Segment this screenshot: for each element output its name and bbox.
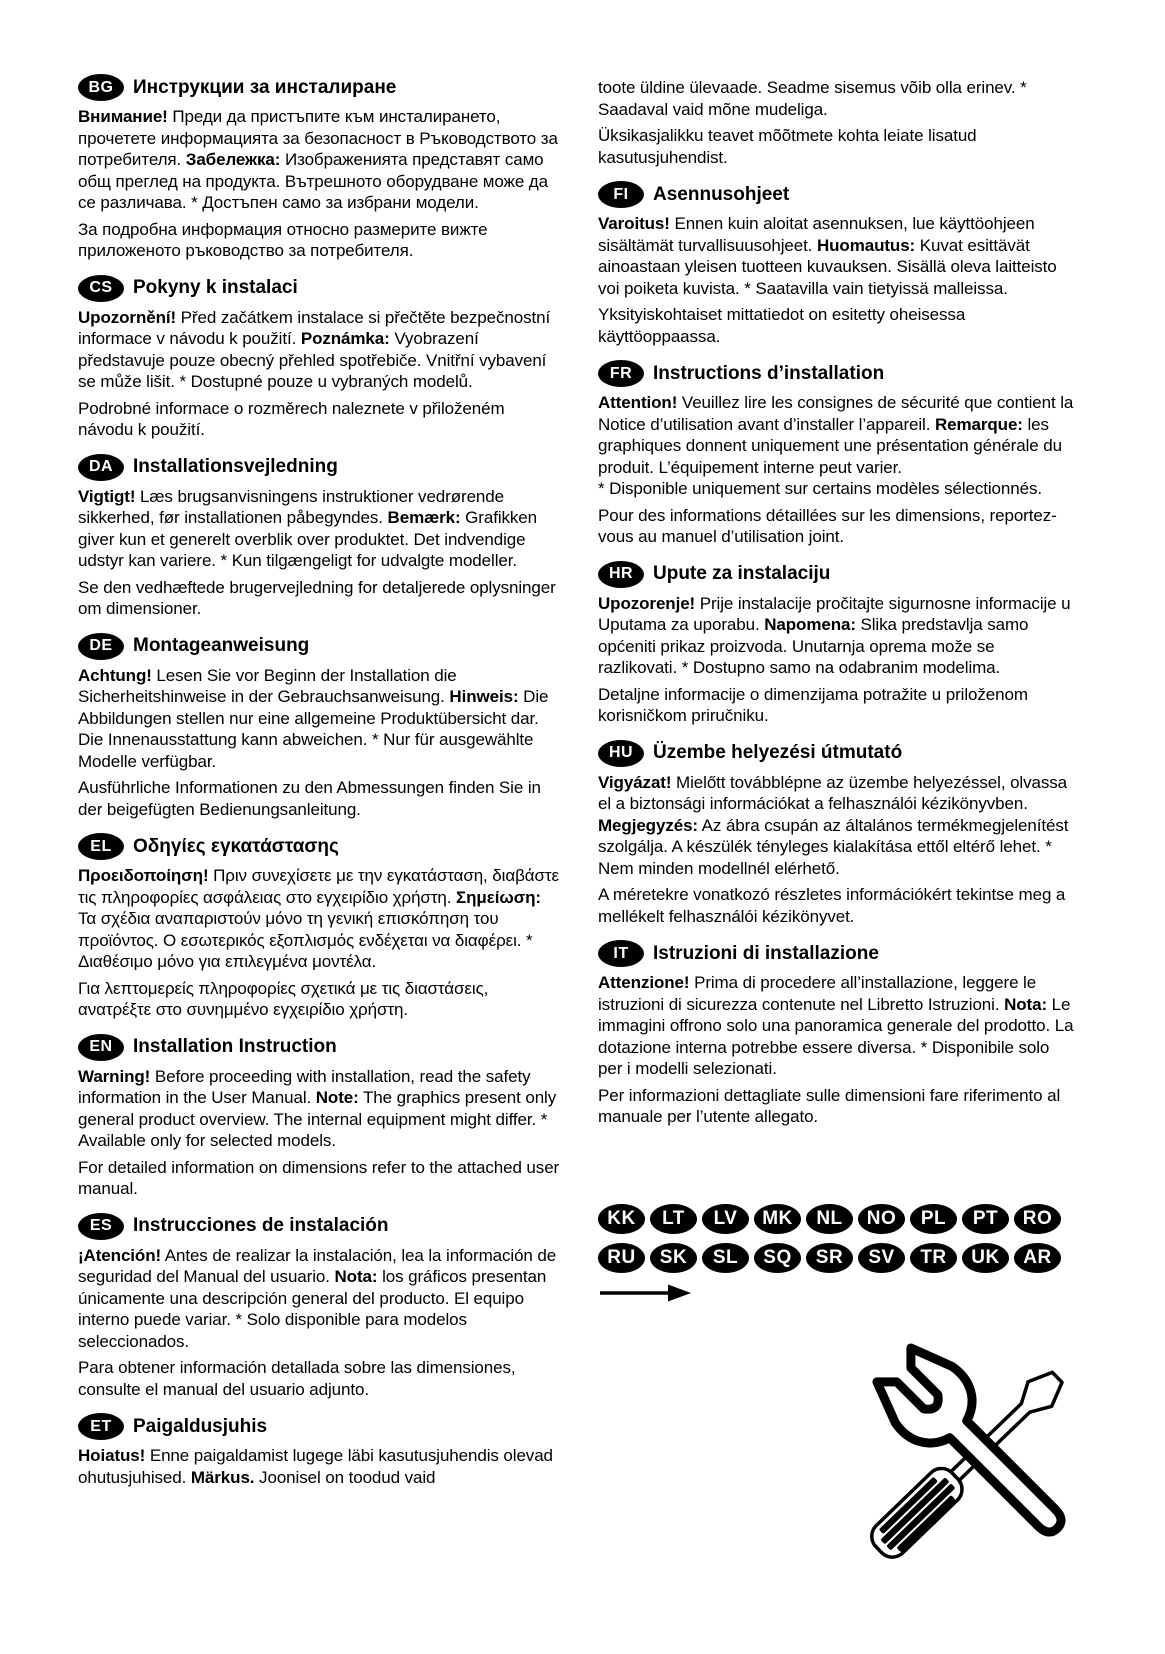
da-language-badge-icon: DA: [78, 454, 124, 481]
fr-language-badge-icon: FR: [598, 360, 644, 387]
paragraph: Προειδοποίηση! Πριν συνεχίσετε με την εγκατάσταση, διαβάστε τις πληροφορίες ασφάλειας στο εγχειρίδιο χρήστη. Σημείωση: Τα σχέδια αναπαριστούν μόνο τη γενική επισκόπηση του προϊόντος. Ο εσωτερικός εξοπλισμός ενδέχεται να διαφέρει. * Διαθέσιμο μόνο για επιλεγμένα μοντέλα.: [78, 866, 559, 971]
sk-language-badge-icon: SK: [650, 1243, 697, 1273]
section-it: [598, 940, 1074, 1128]
column-left: [78, 72, 560, 1501]
section-cs: [78, 275, 560, 441]
section-title: Instructions d’installation: [653, 362, 885, 384]
section-heading: [78, 833, 560, 860]
language-badge-row-1: [598, 1204, 1074, 1234]
section-heading: [78, 275, 560, 302]
paragraph: Warning! Before proceeding with installation, read the safety information in the User Manual. Note: The graphics present only general product overview. The internal equipment might differ. * Available only for selected models.: [78, 1066, 557, 1150]
sq-language-badge-icon: SQ: [754, 1243, 801, 1273]
paragraph: Se den vedhæftede brugervejledning for detaljerede oplysninger om dimensioner.: [78, 577, 556, 618]
mk-language-badge-icon: MK: [754, 1204, 801, 1234]
it-language-badge-icon: IT: [598, 940, 644, 967]
es-language-badge-icon: ES: [78, 1213, 124, 1240]
bg-language-badge-icon: BG: [78, 74, 124, 101]
paragraph: A méretekre vonatkozó részletes információkért tekintse meg a mellékelt felhasználói kézikönyvet.: [598, 885, 1066, 926]
section-title: Instrucciones de instalación: [133, 1215, 389, 1236]
en-language-badge-icon: EN: [78, 1034, 124, 1061]
section-title: Upute za instalaciju: [653, 563, 831, 584]
section-hu: [598, 740, 1074, 928]
pt-language-badge-icon: PT: [962, 1204, 1009, 1234]
lv-language-badge-icon: LV: [702, 1204, 749, 1234]
language-badge-row-2: [598, 1243, 1074, 1273]
paragraph: Attenzione! Prima di procedere all’installazione, leggere le istruzioni di sicurezza contenute nel Libretto Istruzioni. Nota: Le immagini offrono solo una panoramica generale del prodotto. La dotazione interna potrebbe essere diversa. * Disponibile solo per i modelli selezionati.: [598, 973, 1074, 1078]
tr-language-badge-icon: TR: [910, 1243, 957, 1273]
paragraph: Vigyázat! Mielőtt továbblépne az üzembe helyezéssel, olvassa el a biztonsági információkat a felhasználói kézikönyvben. Megjegyzés: Az ábra csupán az általános termékmegjelenítést szolgálja. A készülék tényleges kialakítása ettől eltérő lehet. * Nem minden modellnél elérhető.: [598, 772, 1069, 878]
de-language-badge-icon: DE: [78, 633, 124, 660]
paragraph: Per informazioni dettagliate sulle dimensioni fare riferimento al manuale per l’utente allegato.: [598, 1085, 1061, 1126]
paragraph: За подробна информация относно размерите вижте приложеното ръководство за потребителя.: [78, 219, 488, 260]
sl-language-badge-icon: SL: [702, 1243, 749, 1273]
nl-language-badge-icon: NL: [806, 1204, 853, 1234]
uk-language-badge-icon: UK: [962, 1243, 1009, 1273]
paragraph: Achtung! Lesen Sie vor Beginn der Installation die Sicherheitshinweise in der Gebrauchsanweisung. Hinweis: Die Abbildungen stellen nur eine allgemeine Produktübersicht dar. Die Innenausstattung kann abweichen. * Nur für ausgewählte Modelle verfügbar.: [78, 665, 549, 771]
ro-language-badge-icon: RO: [1014, 1204, 1061, 1234]
section-hr: [598, 561, 1074, 727]
sr-language-badge-icon: SR: [806, 1243, 853, 1273]
section-heading: [78, 633, 560, 660]
kk-language-badge-icon: KK: [598, 1204, 645, 1234]
paragraph: Yksityiskohtaiset mittatiedot on esitetty oheisessa käyttöoppaassa.: [598, 305, 966, 346]
section-da: [78, 454, 560, 620]
pl-language-badge-icon: PL: [910, 1204, 957, 1234]
section-heading: [78, 454, 560, 481]
section-bg: [78, 74, 560, 262]
hr-language-badge-icon: HR: [598, 561, 644, 588]
section-title: Üzembe helyezési útmutató: [653, 742, 903, 763]
section-heading: [598, 181, 1074, 208]
paragraph: Upozorenje! Prije instalacije pročitajte sigurnosne informacije u Uputama za uporabu. Napomena: Slika predstavlja samo općeniti prikaz proizvoda. Unutarnja oprema može se razlikovati. * Dostupno samo na odabranim modelima.: [598, 593, 1071, 677]
section-et-continuation: [598, 77, 1074, 168]
paragraph: Üksikasjalikku teavet mõõtmete kohta leiate lisatud kasutusjuhendist.: [598, 126, 977, 167]
section-heading: [78, 1213, 560, 1240]
paragraph: toote üldine ülevaade. Seadme sisemus võib olla erinev. * Saadaval vaid mõne mudeliga.: [598, 78, 1027, 119]
section-heading: [598, 360, 1074, 387]
et-language-badge-icon: ET: [78, 1413, 124, 1440]
section-heading: [78, 74, 560, 101]
section-title: Οδηγίες εγκατάστασης: [133, 835, 339, 857]
section-et: [78, 1413, 560, 1488]
paragraph: Podrobné informace o rozměrech naleznete v přiloženém návodu k použití.: [78, 398, 505, 439]
paragraph: Varoitus! Ennen kuin aloitat asennuksen, lue käyttöohjeen sisältämät turvallisuusohjeet. Huomautus: Kuvat esittävät ainoastaan yleisen tuotteen kuvauksen. Sisällä oleva laitteisto voi poiketa kuvista. * Saatavilla vain tietyissä malleissa.: [598, 214, 1057, 298]
section-heading: [598, 561, 1074, 588]
section-title: Montageanweisung: [133, 635, 310, 656]
ar-language-badge-icon: AR: [1014, 1243, 1061, 1273]
paragraph: Για λεπτομερείς πληροφορίες σχετικά με τις διαστάσεις, ανατρέξτε στο συνημμένο εγχειρίδιο χρήστη.: [78, 978, 489, 1019]
section-fi: [598, 181, 1074, 347]
paragraph: Para obtener información detallada sobre las dimensiones, consulte el manual del usuario adjunto.: [78, 1358, 516, 1399]
section-title: Asennusohjeet: [653, 183, 790, 205]
section-heading: [78, 1034, 560, 1061]
el-language-badge-icon: EL: [78, 833, 124, 860]
paragraph: Ausführliche Informationen zu den Abmessungen finden Sie in der beigefügten Bedienungsanleitung.: [78, 778, 541, 819]
hu-language-badge-icon: HU: [598, 740, 644, 767]
paragraph: Внимание! Преди да пристъпите към инсталирането, прочетете информацията за безопасност в Ръководството за потребителя. Забележка: Изображенията представят само общ преглед на продукта. Вътрешното оборудване може да се различава. * Достъпен само за избрани модели.: [78, 107, 558, 212]
paragraph: Attention! Veuillez lire les consignes de sécurité que contient la Notice d’utilisation avant d’installer l’appareil. Remarque: les graphiques donnent uniquement une présentation générale du produit. L’équipement interne peut varier.: [598, 393, 1074, 477]
section-heading: [598, 940, 1074, 967]
section-de: [78, 633, 560, 821]
paragraph: For detailed information on dimensions refer to the attached user manual.: [78, 1157, 560, 1198]
section-title: Installationsvejledning: [133, 456, 338, 477]
section-el: [78, 833, 560, 1021]
section-title: Installation Instruction: [133, 1036, 337, 1057]
section-title: Paigaldusjuhis: [133, 1415, 268, 1437]
fi-language-badge-icon: FI: [598, 181, 644, 208]
sv-language-badge-icon: SV: [858, 1243, 905, 1273]
paragraph: Detaljne informacije o dimenzijama potražite u priloženom korisničkom priručniku.: [598, 684, 1028, 725]
section-heading: [78, 1413, 560, 1440]
section-title: Инструкции за инсталиране: [133, 76, 397, 98]
paragraph: ¡Atención! Antes de realizar la instalación, lea la información de seguridad del Manual del usuario. Nota: los gráficos presentan únicamente una descripción general del producto. El equipo interno puede variar. * Solo disponible para modelos seleccionados.: [78, 1245, 557, 1351]
paragraph: Vigtigt! Læs brugsanvisningens instruktioner vedrørende sikkerhed, før installationen påbegyndes. Bemærk: Grafikken giver kun et generelt overblik over produktet. Det indvendige udstyr kan variere. * Kun tilgængeligt for udvalgte modeller.: [78, 486, 538, 570]
paragraph: Hoiatus! Enne paigaldamist lugege läbi kasutusjuhendis olevad ohutusjuhised. Märkus. Joonisel on toodud vaid: [78, 1446, 553, 1487]
cs-language-badge-icon: CS: [78, 275, 124, 302]
section-title: Istruzioni di installazione: [653, 942, 879, 964]
no-language-badge-icon: NO: [858, 1204, 905, 1234]
section-title: Pokyny k instalaci: [133, 277, 298, 298]
paragraph: * Disponible uniquement sur certains modèles sélectionnés.: [598, 479, 1043, 498]
section-en: [78, 1034, 560, 1200]
wrench-screwdriver-icon: [838, 1284, 1086, 1589]
section-heading: [598, 740, 1074, 767]
paragraph: Upozornění! Před začátkem instalace si přečtěte bezpečnostní informace v návodu k použití. Poznámka: Vyobrazení představuje pouze obecný přehled spotřebiče. Vnitřní vybavení se může lišit. * Dostupné pouze u vybraných modelů.: [78, 307, 551, 391]
lt-language-badge-icon: LT: [650, 1204, 697, 1234]
section-fr: [598, 360, 1074, 548]
section-es: [78, 1213, 560, 1401]
ru-language-badge-icon: RU: [598, 1243, 645, 1273]
paragraph: Pour des informations détaillées sur les dimensions, reportez-vous au manuel d’utilisation joint.: [598, 505, 1057, 546]
